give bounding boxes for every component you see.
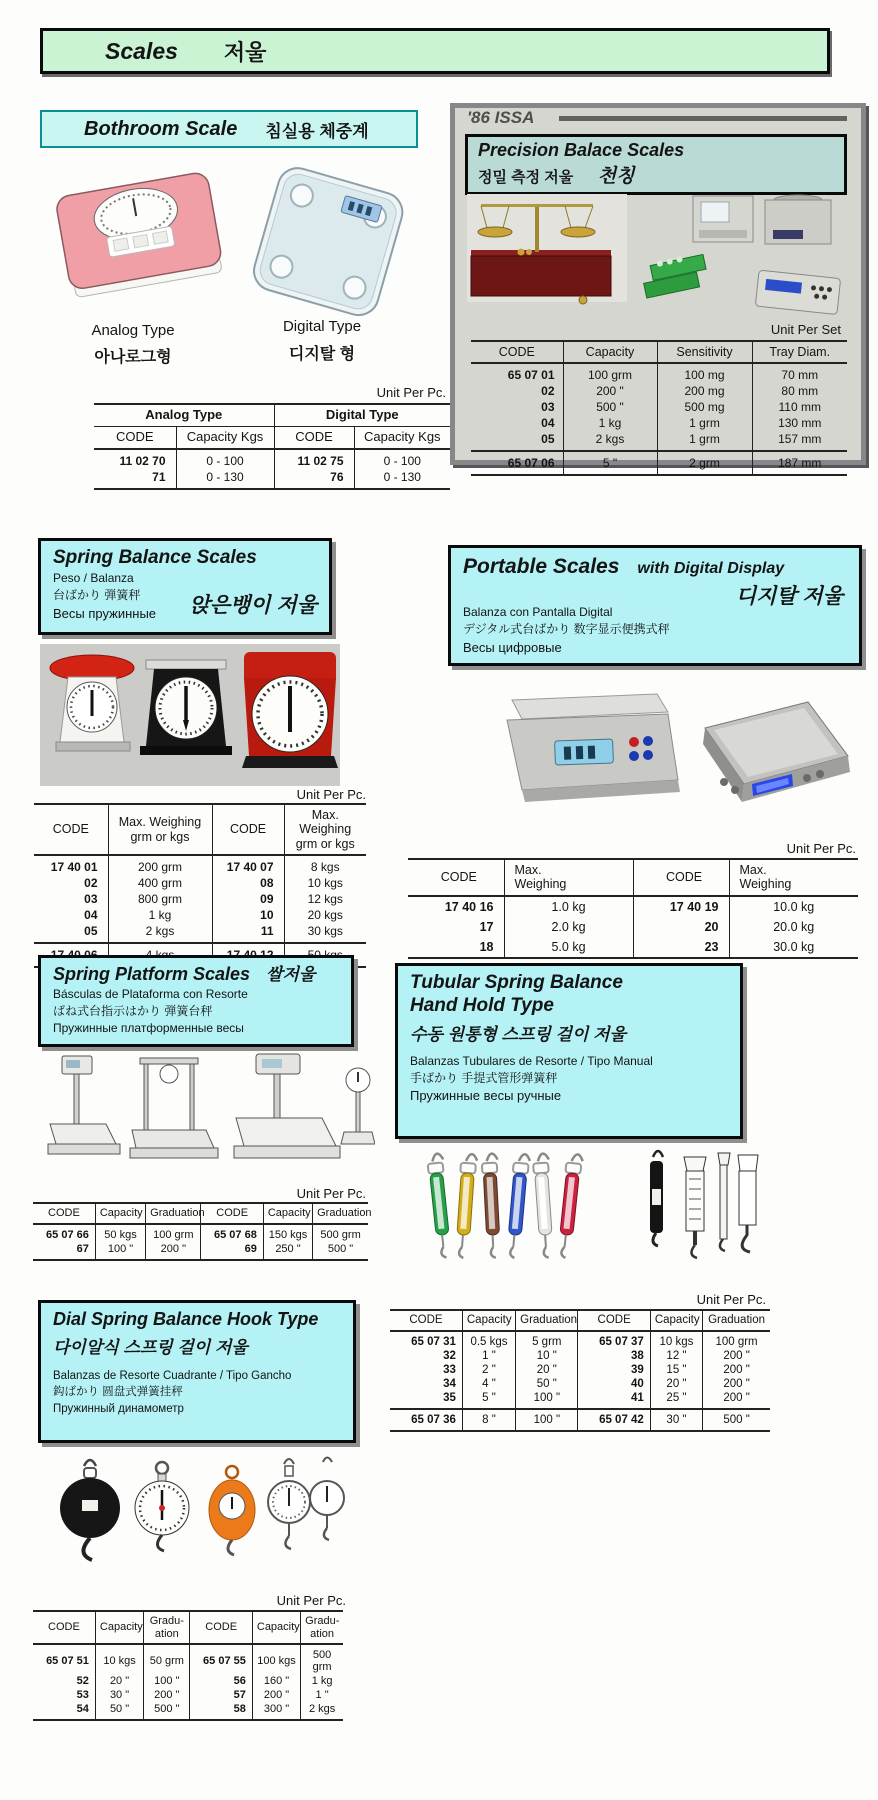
table-cell: 1 " [462,1349,515,1363]
table-cell: 65 07 66 [46,1228,89,1241]
table-cell: 15 " [650,1363,702,1377]
portable-scales-section-header [448,545,862,666]
table-cell: 2 kgs [108,923,212,943]
table-cell: 157 mm [752,431,847,451]
table-cell: 32 [443,1350,456,1363]
table-cell: 20 " [516,1363,578,1377]
table-cell: 03 [84,892,98,907]
dial-subtitle-jp-cn: 鈎ばかり 圆盘式弹簧挂秤 [53,1386,183,1399]
tubular-subtitle-ru: Пружинные весы ручные [410,1088,562,1104]
table-cell: 10 kgs [95,1644,143,1674]
table-header-cell: Capacity [95,1611,143,1644]
table-header-cell: Capacity [462,1310,515,1331]
portable-scales-table [408,858,858,959]
table-cell: 50 " [95,1702,143,1720]
table-cell: 10.0 kg [729,896,858,917]
table-cell: 5 " [563,451,657,475]
table-cell: 65 07 01 [507,368,555,383]
table-cell: 71 [152,469,166,484]
dial-subtitle-ru: Пружинный динамометр [53,1402,184,1415]
table-cell: 1 kg [108,907,212,923]
table-cell: 500 " [313,1242,368,1260]
tubular-title-korean: 수동 원통형 스프링 걸이 저울 [410,1024,626,1044]
table-cell: 20 kgs [284,907,366,923]
table-cell: 69 [201,1242,263,1260]
platform-subtitle-jp-cn: ばね式台指示はかり 弾簧台秤 [53,1003,213,1018]
table-header-cell: CODE [94,426,176,448]
table-cell: 40 [578,1377,650,1391]
table-cell: 100 " [144,1674,190,1688]
precision-balance-table [471,340,847,476]
table-cell: 11 [212,923,284,943]
table-cell: 50 grm [144,1644,190,1674]
table-cell: 2 " [462,1363,515,1377]
precision-title-korean-big: 천칭 [597,166,635,187]
table-cell: 08 [212,875,284,891]
table-cell: 20 [633,917,729,937]
table-cell: 5 grm [516,1331,578,1349]
table-cell: 0 - 130 [176,469,274,489]
table-cell: 23 [633,937,729,958]
table-cell: 300 " [252,1702,300,1720]
table-header-cell: CODE [274,426,354,448]
platform-subtitle-es: Básculas de Plataforma con Resorte [53,986,248,1001]
table-cell: 400 grm [108,875,212,891]
table-cell: 500 mg [657,399,752,415]
table-cell: 70 mm [752,363,847,383]
table-header-cell: CODE [390,1310,462,1331]
table-cell: 1 grm [657,415,752,431]
portable-subtitle-jp-cn: デジタル式台ばかり 数字显示便携式秤 [463,622,670,637]
unit-per-pc-label: Unit Per Pc. [696,1292,766,1307]
table-cell: 17 40 19 [633,896,729,917]
table-header-cell: CODE [408,859,504,896]
table-cell: 50 kgs [95,1224,145,1242]
table-header-cell: Max. Weighing [729,859,858,896]
table-cell: 100 kgs [252,1644,300,1674]
table-cell: 04 [541,416,555,431]
table-cell: 20 " [650,1377,702,1391]
table-cell: 56 [190,1674,252,1688]
table-cell: 10 " [516,1349,578,1363]
table-cell: 76 [274,469,354,489]
spring-balance-table [34,803,366,968]
spring-balance-section-header [38,538,332,635]
table-cell: 0 - 100 [176,449,274,469]
portable-title: Portable Scales [463,555,620,578]
table-cell: 187 mm [752,451,847,475]
platform-subtitle-ru: Пружинные платформенные весы [53,1021,244,1036]
spring-balance-scales-photo [40,644,340,786]
table-cell: 12 " [650,1349,702,1363]
table-cell: 12 kgs [284,891,366,907]
table-header-cell: Graduation [703,1310,770,1331]
table-cell: 10 kgs [284,875,366,891]
bathroom-scale-section-header [40,110,418,148]
table-cell: 05 [541,432,555,447]
table-cell: 1 kg [563,415,657,431]
table-header-cell: Sensitivity [657,341,752,363]
table-cell: 200 " [146,1242,201,1260]
tubular-title-line2: Hand Hold Type [410,994,554,1016]
tubular-title: Tubular Spring Balance [410,972,623,993]
table-cell: 17 40 16 [444,899,494,914]
table-cell: 30 " [650,1409,702,1431]
page-title: Scales [105,37,178,64]
table-cell: 5 " [462,1391,515,1409]
table-cell: 500 grm [301,1644,343,1674]
table-header-cell: CODE [212,804,284,855]
tubular-spring-table [390,1309,770,1432]
portable-scales-photo [452,672,857,840]
table-cell: 2 kgs [563,431,657,451]
table-cell: 1 kg [301,1674,343,1688]
unit-per-pc-label: Unit Per Pc. [786,841,856,856]
spring-balance-subtitle-ru: Весы пружинные [53,605,157,621]
table-cell: 38 [578,1349,650,1363]
table-cell: 100 grm [703,1331,770,1349]
spring-platform-scales-photo [40,1050,375,1188]
table-header-cell: Digital Type [274,404,450,426]
table-cell: 110 mm [752,399,847,415]
table-cell: 1.0 kg [504,896,633,917]
table-cell: 57 [190,1688,252,1702]
table-cell: 17 [479,919,494,934]
dial-spring-balances-photo [44,1452,346,1592]
table-cell: 52 [76,1675,89,1688]
table-cell: 200 mg [657,383,752,399]
unit-per-pc-label: Unit Per Pc. [276,1593,346,1608]
table-header-cell: Max. Weighing grm or kgs [284,804,366,855]
table-cell: 30 kgs [284,923,366,943]
table-cell: 200 " [703,1391,770,1409]
table-header-cell: CODE [33,1611,95,1644]
issa-86-label: '86 ISSA [467,108,535,127]
table-cell: 0 - 130 [354,469,450,489]
table-cell: 09 [212,891,284,907]
table-cell: 8 " [462,1409,515,1431]
portable-title-korean: 디지탈 저울 [735,585,843,608]
table-cell: 500 " [703,1409,770,1431]
digital-type-caption-korean: 디지탈 형 [288,346,356,363]
table-cell: 150 kgs [263,1224,312,1242]
table-header-cell: CODE [33,1203,95,1224]
table-cell: 65 07 06 [471,451,563,475]
bathroom-title: Bothroom Scale [84,117,238,140]
table-header-cell: Capacity [263,1203,312,1224]
table-cell: 20.0 kg [729,917,858,937]
table-cell: 05 [84,924,98,939]
unit-per-pc-label: Unit Per Pc. [376,385,446,400]
table-cell: 65 07 55 [190,1644,252,1674]
portable-subtitle-es: Balanza con Pantalla Digital [463,604,613,619]
dial-title: Dial Spring Balance Hook Type [53,1309,319,1329]
table-cell: 250 " [263,1242,312,1260]
table-cell: 34 [443,1378,456,1391]
table-cell: 100 grm [563,363,657,383]
table-header-cell: Graduation [516,1310,578,1331]
table-cell: 800 grm [108,891,212,907]
table-cell: 20 " [95,1674,143,1688]
spring-balance-subtitle-jp-cn: 台ばかり 弾簧秤 [53,588,141,603]
table-header-cell: CODE [633,859,729,896]
precision-balance-panel [450,103,866,471]
table-cell: 200 " [703,1349,770,1363]
table-cell: 17 40 01 [50,860,98,875]
table-header-cell: CODE [201,1203,263,1224]
table-cell: 1 grm [657,431,752,451]
table-cell: 160 " [252,1674,300,1688]
table-cell: 2 kgs [301,1702,343,1720]
table-header-cell: CODE [190,1611,252,1644]
table-header-cell: CODE [578,1310,650,1331]
table-cell: 33 [443,1364,456,1377]
table-header-cell: Max. Weighing grm or kgs [108,804,212,855]
table-cell: 11 02 70 [119,453,166,468]
unit-per-pc-label: Unit Per Pc. [296,1186,366,1201]
table-cell: 200 " [144,1688,190,1702]
tubular-subtitle-jp-cn: 手ばかり 手提式管形弹簧秤 [410,1070,558,1085]
table-cell: 17 40 07 [212,855,284,875]
spring-platform-table [33,1202,372,1261]
table-cell: 67 [76,1242,89,1255]
table-cell: 500 " [563,399,657,415]
table-header-cell: Capacity Kgs [176,426,274,448]
unit-per-pc-label: Unit Per Pc. [296,787,366,802]
table-cell: 80 mm [752,383,847,399]
spring-platform-section-header [38,955,354,1047]
table-cell: 58 [190,1702,252,1720]
table-cell: 10 kgs [650,1331,702,1349]
table-header-cell: Capacity [563,341,657,363]
precision-balance-photos [465,192,853,320]
table-cell: 65 07 42 [578,1409,650,1431]
table-cell: 200 grm [108,855,212,875]
table-header-cell: Capacity Kgs [354,426,450,448]
table-cell: 65 07 51 [46,1655,89,1668]
table-cell: 0 - 100 [354,449,450,469]
table-cell: 500 grm [313,1224,368,1242]
table-cell: 8 kgs [284,855,366,875]
table-cell: 54 [76,1703,89,1716]
table-cell: 100 " [516,1409,578,1431]
table-cell: 04 [84,908,98,923]
unit-per-set-label: Unit Per Set [770,322,841,337]
page-title-box [40,28,830,74]
table-cell: 200 " [703,1363,770,1377]
table-cell: 30.0 kg [729,937,858,958]
table-header-cell: Gradu- ation [144,1611,190,1644]
bathroom-title-korean: 침실용 체중계 [265,121,369,141]
table-cell: 65 07 37 [578,1331,650,1349]
table-header-cell: Graduation [313,1203,368,1224]
table-cell: 100 grm [146,1224,201,1242]
analog-type-caption: Analog Type [91,322,175,339]
table-cell: 02 [541,384,555,399]
table-cell: 200 " [563,383,657,399]
table-header-cell: Capacity [650,1310,702,1331]
table-header-cell: Capacity [95,1203,145,1224]
table-cell: 5.0 kg [504,937,633,958]
bathroom-scale-table [94,403,450,490]
table-header-cell: Capacity [252,1611,300,1644]
dial-subtitle-es: Balanzas de Resorte Cuadrante / Tipo Gancho [53,1369,292,1382]
table-cell: 25 " [650,1391,702,1409]
tubular-subtitle-es: Balanzas Tubulares de Resorte / Tipo Manual [410,1053,653,1068]
table-cell: 1 " [301,1688,343,1702]
digital-bathroom-scale-photo [228,156,424,328]
dial-title-korean: 다이알식 스프링 걸이 저울 [53,1337,248,1357]
table-header-cell: Max. Weighing [504,859,633,896]
table-cell: 2 grm [657,451,752,475]
precision-section-header [465,134,847,195]
analog-bathroom-scale-photo [46,150,231,315]
platform-title-korean: 쌀저울 [266,965,316,984]
table-cell: 0.5 kgs [462,1331,515,1349]
precision-title-korean: 정밀 측정 저울 [478,169,574,186]
issa-header-rule [559,116,847,121]
tubular-spring-section-header [395,963,743,1139]
portable-title-suffix: with Digital Display [637,560,785,577]
tubular-spring-balances-photo [398,1145,763,1297]
portable-subtitle-ru: Весы цифровые [463,639,562,655]
table-cell: 200 " [252,1688,300,1702]
table-cell: 41 [578,1391,650,1409]
table-cell: 100 mg [657,363,752,383]
table-header-cell: Gradu- ation [301,1611,343,1644]
spring-balance-subtitle-es: Peso / Balanza [53,570,134,585]
table-cell: 65 07 31 [411,1336,456,1349]
table-cell: 02 [84,876,98,891]
table-cell: 10 [212,907,284,923]
platform-title: Spring Platform Scales [53,964,251,984]
table-cell: 18 [479,939,494,954]
table-cell: 30 " [95,1688,143,1702]
table-cell: 200 " [703,1377,770,1391]
table-header-cell: Analog Type [145,407,223,422]
analog-type-caption-korean: 아나로그형 [94,349,172,366]
table-cell: 130 mm [752,415,847,431]
table-cell: 100 " [516,1391,578,1409]
precision-title: Precision Balace Scales [478,140,685,160]
table-cell: 500 " [144,1702,190,1720]
table-cell: 65 07 68 [201,1224,263,1242]
table-header-cell: Tray Diam. [752,341,847,363]
table-header-cell: Graduation [146,1203,201,1224]
spring-balance-title-korean: 앉은뱅이 저울 [189,594,317,617]
spring-balance-title: Spring Balance Scales [53,547,257,568]
digital-type-caption: Digital Type [282,318,362,335]
table-cell: 2.0 kg [504,917,633,937]
table-cell: 35 [443,1392,456,1405]
table-cell: 100 " [95,1242,145,1260]
table-cell: 65 07 36 [390,1409,462,1431]
page-title-korean: 저울 [223,39,267,65]
table-cell: 03 [541,400,555,415]
table-cell: 4 " [462,1377,515,1391]
table-header-cell: CODE [34,804,108,855]
dial-spring-table [33,1610,343,1721]
dial-spring-section-header [38,1300,356,1443]
table-header-cell: CODE [471,341,563,363]
table-cell: 50 " [516,1377,578,1391]
table-cell: 53 [76,1689,89,1702]
table-cell: 11 02 75 [274,449,354,469]
table-cell: 39 [578,1363,650,1377]
